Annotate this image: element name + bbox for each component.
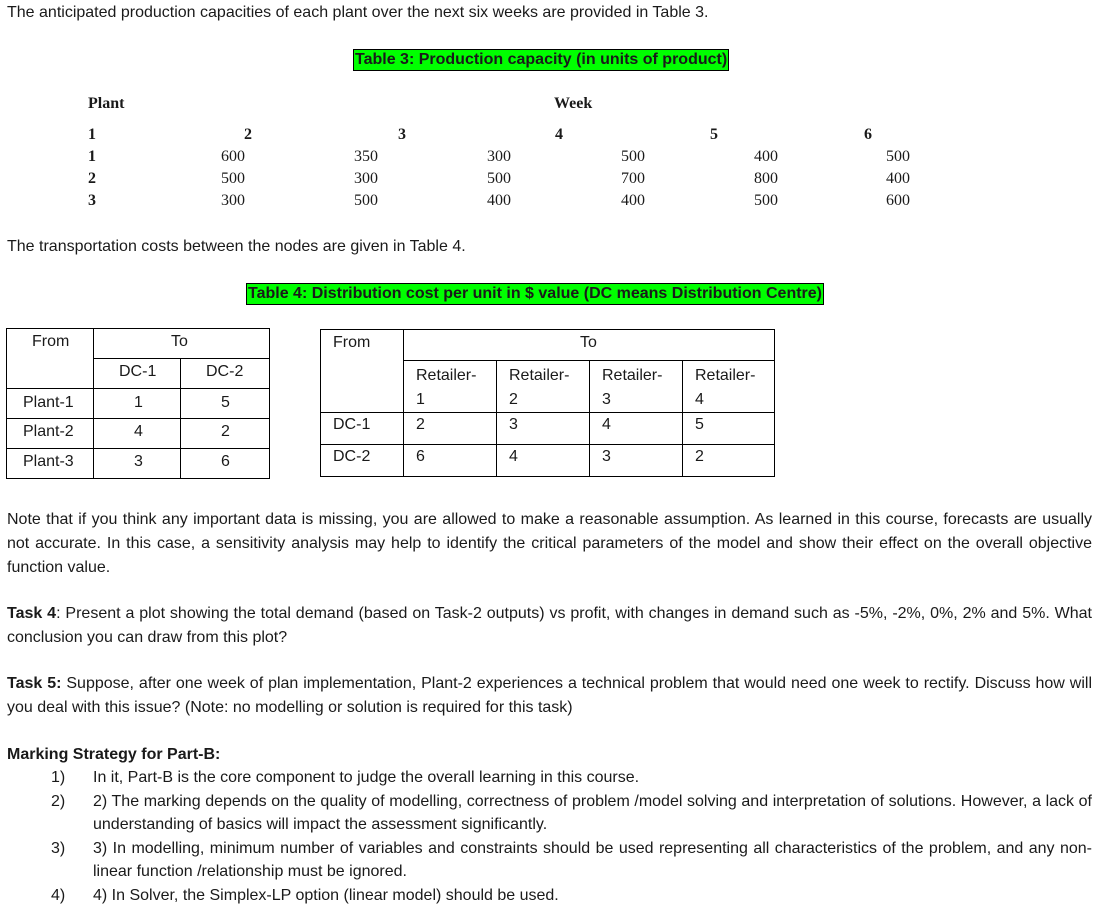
- task4-paragraph: [7, 602, 1092, 650]
- table4-dc-retailer: [320, 329, 775, 477]
- table4-left-cell: 3: [134, 453, 143, 470]
- table4-left-from: From: [32, 333, 70, 350]
- table4-right-row-label: DC-1: [333, 416, 371, 433]
- marking-item-number: 3): [51, 839, 66, 857]
- retailer-number: 1: [416, 391, 425, 408]
- table3-header-cell: 5: [710, 126, 718, 143]
- marking-item-text: 4) In Solver, the Simplex-LP option (linear model) should be used.: [93, 886, 559, 904]
- table4-right-col: [497, 361, 589, 412]
- table3-cell: 500: [487, 170, 511, 187]
- marking-item: [7, 766, 1092, 790]
- table3-cell: 500: [354, 192, 378, 209]
- table4-caption: Table 4: Distribution cost per unit in $ value (DC means Distribution Centre): [246, 283, 824, 305]
- table4-right-row-label: DC-2: [333, 448, 371, 465]
- retailer-prefix: Retailer-: [602, 367, 663, 384]
- marking-list: [7, 766, 1092, 907]
- table4-left-to: To: [171, 333, 188, 350]
- marking-item: [7, 884, 1092, 908]
- marking-item-number: 1): [51, 769, 66, 786]
- retailer-prefix: Retailer-: [416, 367, 477, 384]
- table3-header-cell: 1: [88, 126, 96, 143]
- table3-cell: 500: [221, 170, 245, 187]
- intro-table4: The transportation costs between the nodes are given in Table 4.: [7, 238, 466, 255]
- table3: [0, 0, 1101, 220]
- table4-right-cell: 2: [695, 448, 704, 465]
- table3-cell: 300: [221, 192, 245, 209]
- table4-right-cell: 6: [416, 448, 425, 465]
- table3-header-cell: 4: [555, 126, 563, 143]
- table3-plant-label: 2: [88, 170, 96, 187]
- table3-cell: 500: [621, 148, 645, 165]
- table4-left-cell: 2: [221, 423, 230, 440]
- table4-left-cell: 5: [221, 394, 230, 411]
- table4-left-col: DC-2: [206, 363, 244, 380]
- table3-cell: 600: [886, 192, 910, 209]
- marking-item-text: 3) In modelling, minimum number of variables and constraints should be used representing all characteristics of the problem, and any non-linear function /relationship must be ignored.: [93, 839, 1092, 880]
- table4-left-cell: 6: [221, 453, 230, 470]
- marking-title: Marking Strategy for Part-B:: [7, 746, 221, 763]
- task4-text: : Present a plot showing the total demand (based on Task-2 outputs) vs profit, with changes in demand such as -5%, -2%, 0%, 2% and 5%. What conclusion you can draw from this plot?: [7, 605, 1093, 646]
- retailer-prefix: Retailer-: [695, 367, 756, 384]
- retailer-number: 4: [695, 391, 704, 408]
- table3-caption: Table 3: Production capacity (in units of product): [353, 49, 729, 71]
- intro-table3: The anticipated production capacities of each plant over the next six weeks are provided in Table 3.: [7, 4, 709, 21]
- table3-cell: 400: [886, 170, 910, 187]
- table4-right-cell: 3: [602, 448, 611, 465]
- table3-plant-label: 1: [88, 148, 96, 165]
- table3-cell: 400: [487, 192, 511, 209]
- marking-item: [7, 837, 1092, 884]
- table3-cell: 700: [621, 170, 645, 187]
- table3-cell: 500: [886, 148, 910, 165]
- table4-plant-dc: [6, 328, 270, 479]
- table3-cell: 350: [354, 148, 378, 165]
- table3-week-header: Week: [554, 95, 593, 112]
- table4-left-row-label: Plant-3: [23, 453, 74, 470]
- table3-header-cell: 6: [864, 126, 872, 143]
- table4-right-cell: 3: [509, 416, 518, 433]
- marking-item-text: In it, Part-B is the core component to judge the overall learning in this course.: [93, 769, 640, 786]
- table4-right-cell: 4: [602, 416, 611, 433]
- table4-right-col: [683, 361, 774, 412]
- table3-cell: 400: [621, 192, 645, 209]
- table3-cell: 500: [754, 192, 778, 209]
- retailer-number: 3: [602, 391, 611, 408]
- table3-header-cell: 2: [244, 126, 252, 143]
- table4-left-row-label: Plant-1: [23, 394, 74, 411]
- table4-left-row-label: Plant-2: [23, 423, 74, 440]
- task5-paragraph: [7, 672, 1092, 720]
- table3-cell: 400: [754, 148, 778, 165]
- table3-cell: 300: [354, 170, 378, 187]
- table4-left-col: DC-1: [119, 363, 157, 380]
- table4-right-to: To: [580, 334, 597, 351]
- table3-header-cell: 3: [398, 126, 406, 143]
- table3-plant-header: Plant: [88, 95, 125, 112]
- table4-right-cell: 4: [509, 448, 518, 465]
- table4-right-col: [590, 361, 682, 412]
- table4-right-from: From: [333, 334, 371, 351]
- table4-right-cell: 2: [416, 416, 425, 433]
- task5-label: Task 5:: [7, 675, 62, 692]
- table4-right-col: [404, 361, 496, 412]
- retailer-number: 2: [509, 391, 518, 408]
- table3-cell: 800: [754, 170, 778, 187]
- table3-cell: 600: [221, 148, 245, 165]
- table4-left-cell: 4: [134, 423, 143, 440]
- task5-text: Suppose, after one week of plan implementation, Plant-2 experiences a technical problem that would need one week to rectify. Discuss how will you deal with this issue? (Note: no modelling or solution is required for this task): [7, 675, 1093, 716]
- table3-cell: 300: [487, 148, 511, 165]
- marking-item-number: 4): [51, 886, 66, 904]
- task4-label: Task 4: [7, 605, 57, 622]
- retailer-prefix: Retailer-: [509, 367, 570, 384]
- table4-left-cell: 1: [134, 394, 143, 411]
- marking-item-number: 2): [51, 792, 66, 810]
- table4-right-cell: 5: [695, 416, 704, 433]
- marking-item-text: 2) The marking depends on the quality of modelling, correctness of problem /model solving and interpretation of solutions. However, a lack of understanding of basics will impact the assessment significantly.: [93, 792, 1092, 833]
- table3-plant-label: 3: [88, 192, 96, 209]
- note-paragraph: Note that if you think any important data is missing, you are allowed to make a reasonable assumption. As learned in this course, forecasts are usually not accurate. In this case, a sensitivity analysis may help to identify the critical parameters of the model and show their effect on the overall objective function value.: [7, 511, 1092, 576]
- marking-item: [7, 790, 1092, 837]
